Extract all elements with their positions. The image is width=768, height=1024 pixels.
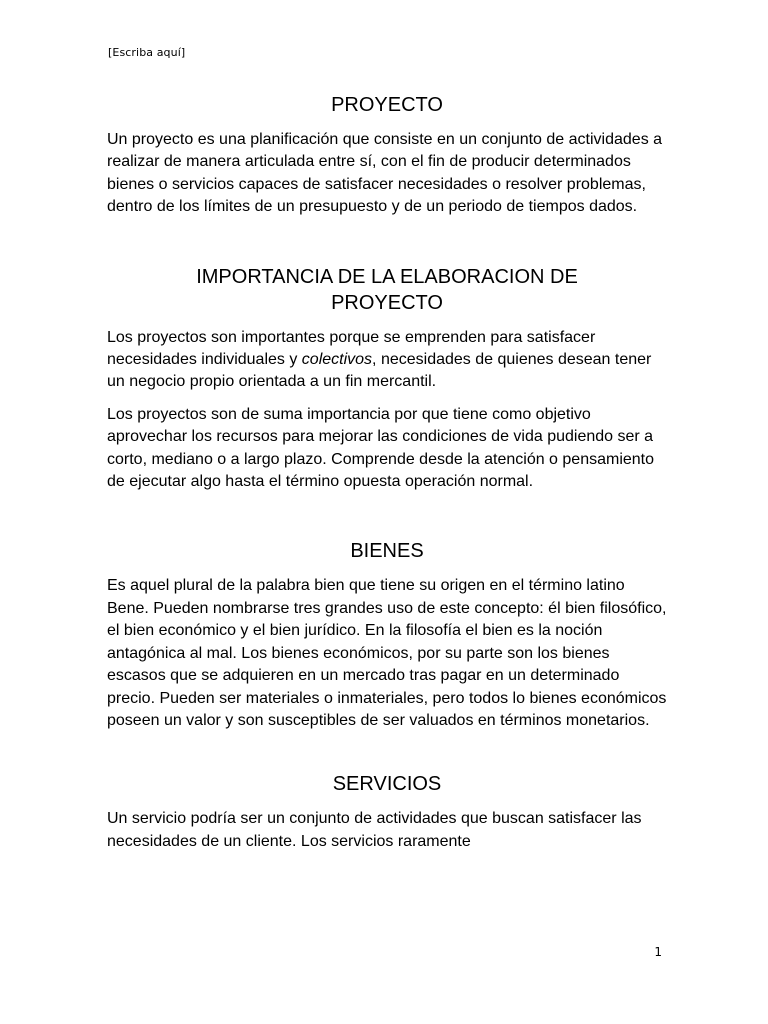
section-title-servicios: SERVICIOS: [332, 773, 442, 796]
section-title-bienes: BIENES: [350, 540, 424, 563]
paragraph-importancia-1: [107, 327, 667, 394]
document-body: [107, 92, 667, 853]
section-title-importancia-line1: IMPORTANCIA DE LA ELABORACION DE: [196, 265, 578, 288]
paragraph-bienes: Es aquel plural de la palabra bien que tiene su origen en el término latino Bene. Pueden nombrarse tres grandes uso de este concepto: él bien filosófico, el bien económico y el bien jurídico. En la filosofía el bien es la noción antagónica al mal. Los bienes económicos, por su parte son los bienes escasos que se adquieren en un mercado tras pagar en un determinado precio. Pueden ser materiales o inmateriales, pero todos lo bienes económicos poseen un valor y son susceptibles de ser valuados en términos monetarios.: [107, 577, 667, 729]
paragraph-proyecto-definicion: Un proyecto es una planificación que consiste en un conjunto de actividades a realizar de manera articulada entre sí, con el fin de producir determinados bienes o servicios capaces de satisfacer necesidades o resolver problemas, dentro de los límites de un presupuesto y de un periodo de tiempos dados.: [107, 131, 663, 216]
page-number: 1: [654, 945, 662, 959]
italic-word-colectivos: colectivos: [301, 351, 373, 369]
paragraph-importancia-1-end: , necesidades de quienes desean tener un negocio propio orientada a un fin mercantil.: [107, 351, 652, 391]
header-placeholder[interactable]: [Escriba aquí]: [108, 46, 186, 59]
section-title-importancia-line2: PROYECTO: [331, 291, 443, 314]
section-title-importancia: [107, 264, 667, 316]
paragraph-importancia-1-start: Los proyectos son importantes porque se emprenden para satisfacer necesidades individuales y: [107, 328, 596, 369]
paragraph-importancia-2: Los proyectos son de suma importancia por que tiene como objetivo aprovechar los recursos para mejorar las condiciones de vida pudiendo ser a corto, mediano o a largo plazo. Comprende desde la atención o pensamiento de ejecutar algo hasta el término opuesta operación normal.: [107, 405, 655, 491]
section-title-proyecto: PROYECTO: [331, 94, 443, 116]
paragraph-servicios: Un servicio podría ser un conjunto de actividades que buscan satisfacer las necesidades de un cliente. Los servicios raramente: [107, 810, 642, 850]
